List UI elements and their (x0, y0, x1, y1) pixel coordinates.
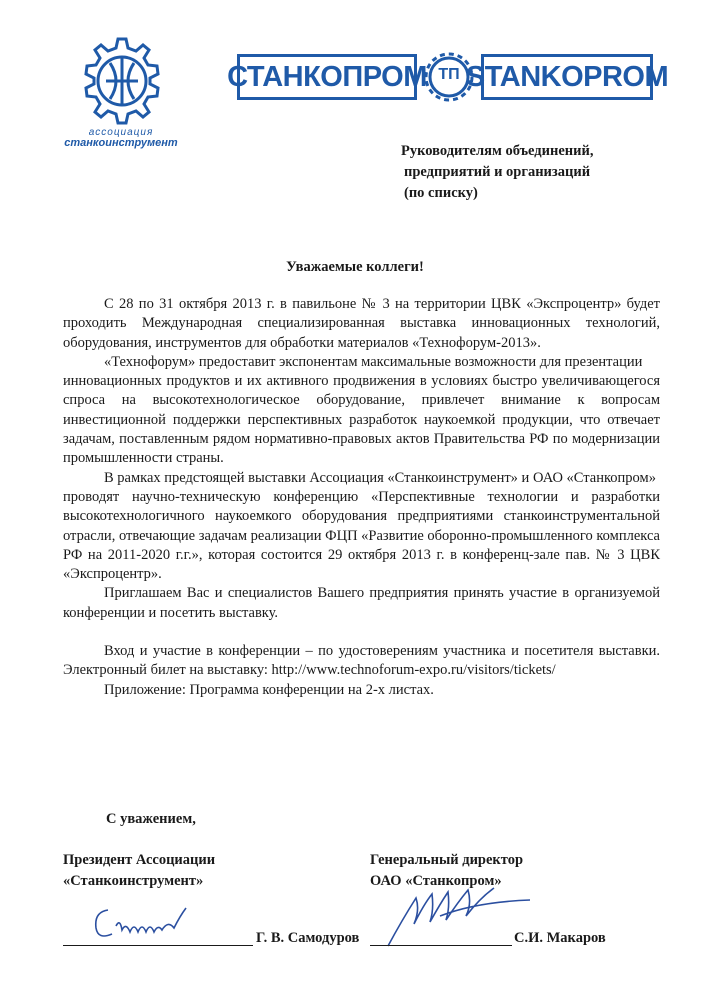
paragraph-3b: проводят научно-техническую конференцию «Перспективные технологии и разработки высокотехнологичного наукоемкого оборудования предприятиями станкоинструментальной отрасли, отвечающие задачам реализации ФЦП «Развитие оборонно-промышленного комплекса РФ на 2011-2020 г.г.», которая состоится 29 октября 2013 г. в конференц-зале пав. № 3 ЦВК «Экспроцентр». (63, 488, 660, 583)
addressee-line3: (по списку) (404, 185, 478, 201)
paragraph-3a: В рамках предстоящей выставки Ассоциация «Станкоинструмент» и ОАО «Станкопром» (104, 469, 656, 486)
right-title-line1: Генеральный директор (370, 852, 524, 868)
stankoprom-logo-ru (227, 54, 427, 100)
signature-left-titles (63, 850, 215, 892)
right-title-line2: ОАО «Станкопром» (370, 873, 502, 889)
paragraph-2a: «Технофорум» предоставит экспонентам максимальные возможности для презентации (104, 353, 643, 370)
letter-body (63, 295, 660, 700)
association-gear-logo (74, 33, 170, 129)
stankoprom-logo-en (465, 54, 669, 100)
paragraph-2b: инновационных продуктов и их активного продвижения в условиях быстро увеличивающегося спроса на высокотехнологическое оборудование, привлечет внимание к вопросам инвестиционной поддержки перспективных разработок наукоемкой продукции, что отвечает задачам, поставленным рядом нормативно-правовых актов Правительства РФ по модернизации промышленности страны. (63, 373, 660, 467)
left-handwritten-signature (86, 898, 196, 948)
association-caption (46, 127, 196, 149)
addressee-line2: предприятий и организаций (404, 164, 591, 180)
paragraph-5: Вход и участие в конференции – по удостоверениям участника и посетителя выставки. Электронный билет на выставку: http://www.technoforum-expo.ru/visitors/tickets/ (63, 643, 660, 679)
right-signer-name: С.И. Макаров (514, 930, 606, 946)
stankoprom-logo-ru-text: СТАНКОПРОМ (227, 60, 427, 93)
addressee-line1: Руководителям объединений, (401, 143, 594, 159)
regards: С уважением, (106, 811, 196, 827)
left-title-line2: «Станкоинструмент» (63, 873, 204, 889)
left-signature-line (63, 945, 253, 946)
stankoprom-logo-en-text: STANKOPROM (465, 60, 669, 93)
left-signer-name: Г. В. Самодуров (256, 930, 360, 946)
right-signature-line (370, 945, 512, 946)
paragraph-1: С 28 по 31 октября 2013 г. в павильоне № 3 на территории ЦВК «Экспроцентр» будет проходить Международная специализированная выставка инновационных технологий, оборудования, инструментов для обработки материалов «Технофорум-2013». (63, 296, 660, 351)
association-caption-line2: станкоинструмент (64, 137, 178, 149)
association-caption-line1: ассоциация (88, 127, 154, 138)
addressee-block (401, 141, 661, 204)
emblem-text: ТП (438, 66, 460, 83)
salutation: Уважаемые коллеги! (286, 259, 424, 275)
paragraph-6: Приложение: Программа конференции на 2-х листах. (104, 681, 434, 698)
left-title-line1: Президент Ассоциации (63, 852, 216, 868)
paragraph-4: Приглашаем Вас и специалистов Вашего предприятия принять участие в организуемой конференции и посетить выставку. (63, 585, 660, 621)
